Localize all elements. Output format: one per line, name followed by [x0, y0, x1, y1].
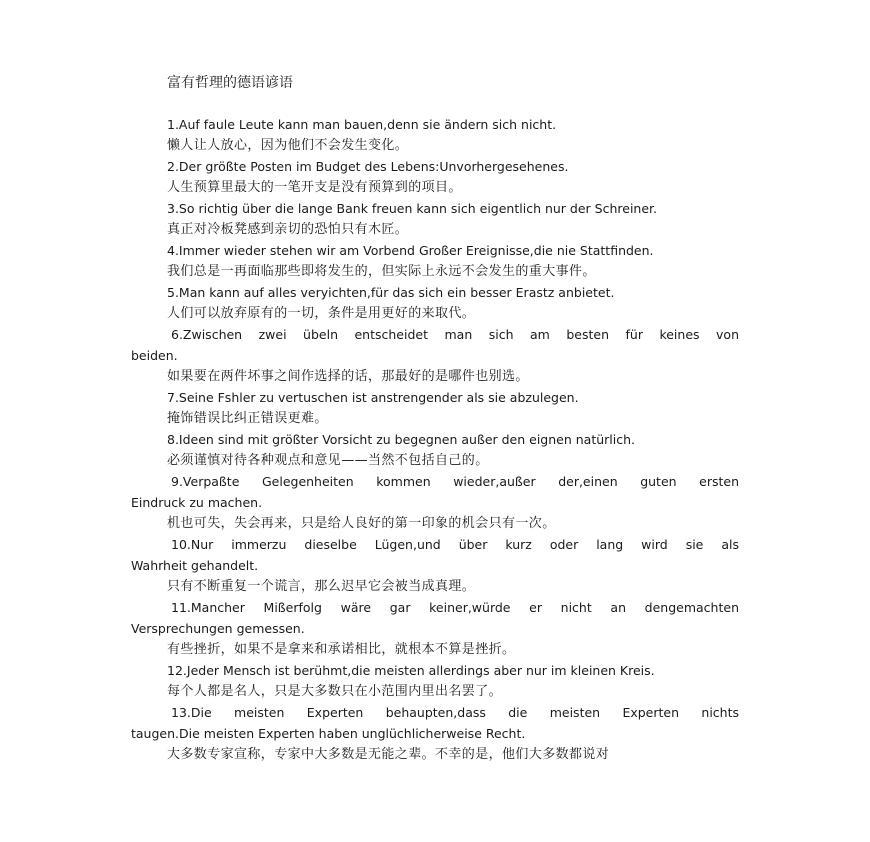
proverb-5-german: 5.Man kann auf alles veryichten,für das sich ein besser Erastz anbietet. [167, 285, 615, 300]
proverb-11-german-line-2: Versprechungen gemessen. [131, 621, 305, 636]
proverb-13-chinese: 大多数专家宣称，专家中大多数是无能之辈。不幸的是，他们大多数都说对 [167, 747, 610, 762]
proverb-3-german: 3.So richtig über die lange Bank freuen kann sich eigentlich nur der Schreiner. [167, 201, 657, 216]
proverb-1-chinese: 懒人让人放心，因为他们不会发生变化。 [167, 138, 409, 153]
proverb-7-chinese: 掩饰错误比纠正错误更难。 [167, 411, 328, 426]
proverb-8-chinese: 必须谨慎对待各种观点和意见——当然不包括自己的。 [167, 453, 489, 468]
proverb-7-german: 7.Seine Fshler zu vertuschen ist anstrengender als sie abzulegen. [167, 390, 579, 405]
proverb-13-german-line-2: taugen.Die meisten Experten haben unglüchlicherweise Recht. [131, 726, 526, 741]
proverb-11-german-line-1: 11.Mancher Mißerfolg wäre gar keiner,würde er nicht an dengemachten [171, 600, 739, 615]
proverb-1-german: 1.Auf faule Leute kann man bauen,denn sie ändern sich nicht. [167, 117, 557, 132]
proverb-6-chinese: 如果要在两件坏事之间作选择的话，那最好的是哪件也别选。 [167, 369, 529, 384]
document-title: 富有哲理的德语谚语 [167, 75, 293, 91]
proverb-9-german-line-2: Eindruck zu machen. [131, 495, 263, 510]
proverb-12-chinese: 每个人都是名人，只是大多数只在小范围内里出名罢了。 [167, 684, 503, 699]
proverb-2-german: 2.Der größte Posten im Budget des Lebens:Unvorhergesehenes. [167, 159, 569, 174]
proverb-9-chinese: 机也可失，失会再来，只是给人良好的第一印象的机会只有一次。 [167, 516, 556, 531]
proverb-10-german-line-1: 10.Nur immerzu dieselbe Lügen,und über kurz oder lang wird sie als [171, 537, 739, 552]
proverb-6-german-line-2: beiden. [131, 348, 178, 363]
proverb-10-german-line-2: Wahrheit gehandelt. [131, 558, 259, 573]
proverb-2-chinese: 人生预算里最大的一笔开支是没有预算到的项目。 [167, 180, 462, 195]
proverb-3-chinese: 真正对冷板凳感到亲切的恐怕只有木匠。 [167, 222, 409, 237]
proverb-5-chinese: 人们可以放弃原有的一切，条件是用更好的来取代。 [167, 306, 476, 321]
proverb-8-german: 8.Ideen sind mit größter Vorsicht zu begegnen außer den eignen natürlich. [167, 432, 636, 447]
proverb-6-german-line-1: 6.Zwischen zwei übeln entscheidet man sich am besten für keines von [171, 327, 739, 342]
proverb-11-chinese: 有些挫折，如果不是拿来和承诺相比，就根本不算是挫折。 [167, 642, 516, 657]
proverb-13-german-line-1: 13.Die meisten Experten behaupten,dass die meisten Experten nichts [171, 705, 739, 720]
proverb-4-chinese: 我们总是一再面临那些即将发生的，但实际上永远不会发生的重大事件。 [167, 264, 596, 279]
proverb-4-german: 4.Immer wieder stehen wir am Vorbend Großer Ereignisse,die nie Stattfinden. [167, 243, 654, 258]
proverb-9-german-line-1: 9.Verpaßte Gelegenheiten kommen wieder,außer der,einen guten ersten [171, 474, 739, 489]
document-body [131, 114, 739, 765]
proverb-10-chinese: 只有不断重复一个谎言，那么迟早它会被当成真理。 [167, 579, 476, 594]
proverb-12-german: 12.Jeder Mensch ist berühmt,die meisten allerdings aber nur im kleinen Kreis. [167, 663, 655, 678]
